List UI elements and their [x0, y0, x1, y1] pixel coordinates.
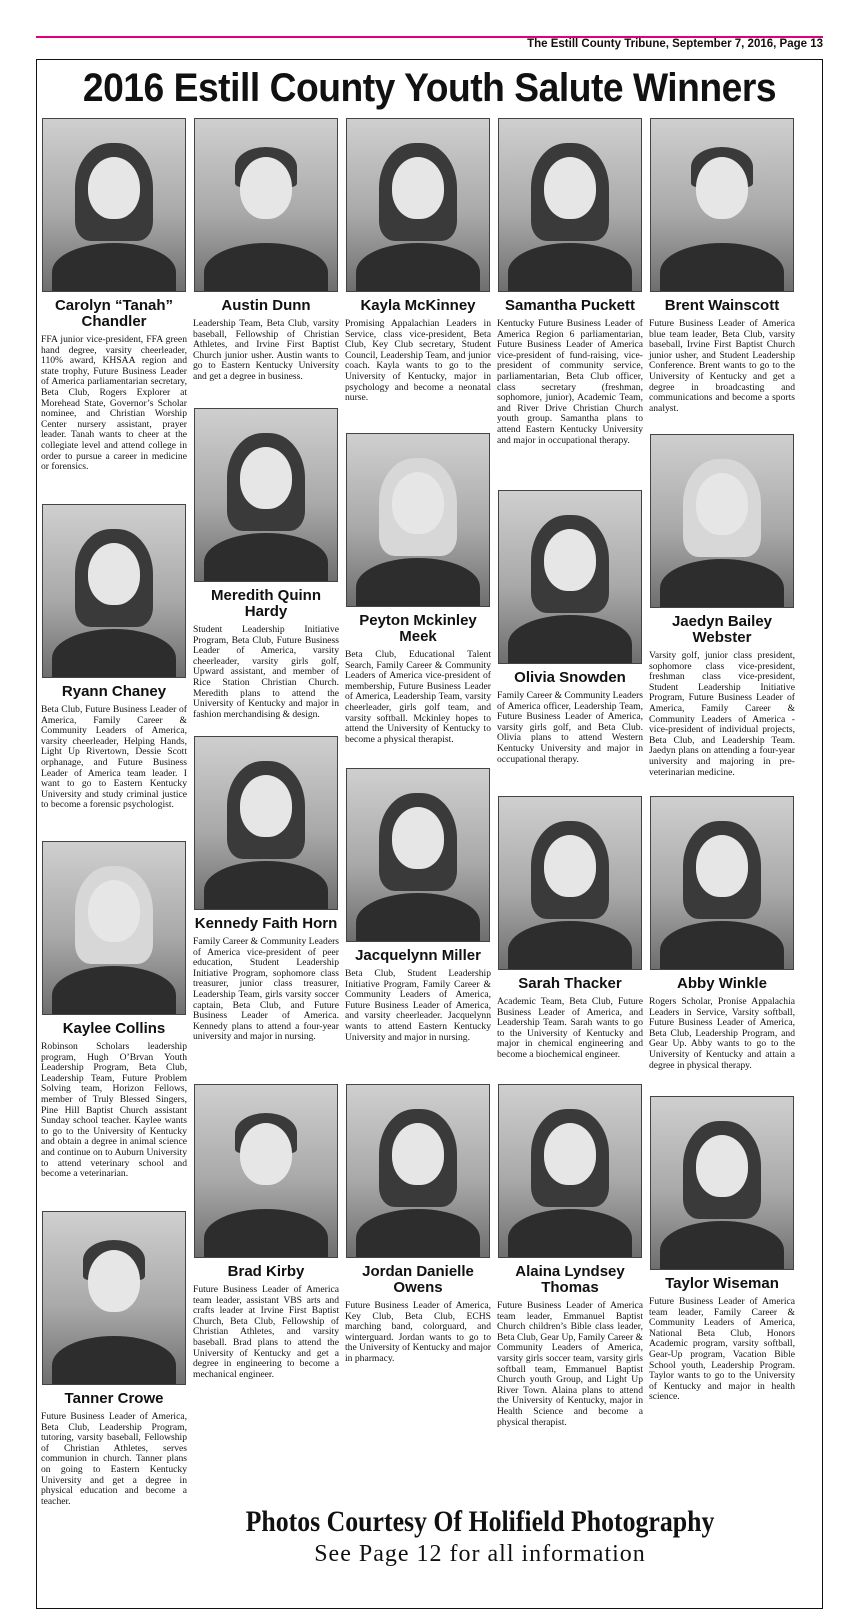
winner-name: Jaedyn Bailey Webster: [671, 613, 773, 646]
winner-card: [344, 118, 492, 404]
winner-name: Samantha Puckett: [504, 297, 636, 314]
winner-bio: Future Business Leader of America team leader, assistant VBS arts and crafts leader at Irvine First Baptist Church, Beta Club, Fellowship of Christian Athletes, and varsity baseball. Brad plans to attend the University of Kentucky and get a degree in engineering to become a mechanical engineer.: [193, 1284, 339, 1380]
winner-name: Kaylee Collins: [62, 1020, 166, 1037]
winner-card: [648, 796, 796, 1071]
winner-card: [344, 768, 492, 1043]
winner-card: [192, 1084, 340, 1380]
winner-name: Sarah Thacker: [518, 975, 622, 992]
winner-name: Carolyn “Tanah” Chandler: [54, 297, 174, 330]
winner-card: [496, 1084, 644, 1428]
portrait-photo: [194, 736, 338, 910]
portrait-photo: [194, 1084, 338, 1258]
winner-name: Brent Wainscott: [664, 297, 780, 314]
winner-name: Kayla McKinney: [360, 297, 476, 314]
page-title: 2016 Estill County Youth Salute Winners: [82, 66, 777, 110]
winner-name: Austin Dunn: [221, 297, 311, 314]
winner-bio: Beta Club, Educational Talent Search, Family Career & Community Leaders of America vice-president of membership, Future Business Leader of America, Leadership Team, varsity cheerleader, girls golf team, and varsity softball. Mckinley hopes to attend the University of Kentucky to become a physical therapist.: [345, 649, 491, 745]
portrait-photo: [194, 118, 338, 292]
portrait-photo: [650, 1096, 794, 1270]
winner-name: Tanner Crowe: [64, 1390, 164, 1407]
winner-name: Peyton Mckinley Meek: [359, 612, 477, 645]
winner-bio: Beta Club, Student Leadership Initiative Program, Family Career & Community Leaders of America, Future Business Leader of America, and varsity cheerleader. Jacquelynn wants to attend Eastern Kentucky University and major in nursing.: [345, 968, 491, 1043]
winner-bio: Leadership Team, Beta Club, varsity baseball, Fellowship of Christian Athletes, and Irvine First Baptist Church junior usher. Austin wants to go to Eastern Kentucky University and get a degree in business.: [193, 318, 339, 382]
winner-name: Taylor Wiseman: [665, 1275, 779, 1292]
winner-card: [496, 118, 644, 446]
portrait-photo: [346, 768, 490, 942]
winner-card: [496, 490, 644, 765]
winner-card: [192, 118, 340, 383]
winner-card: [40, 504, 188, 811]
winner-bio: Future Business Leader of America, Beta Club, Leadership Program, tutoring, varsity baseball, Fellowship of Christian Athletes, serves communion in church. Tanner plans on going to Eastern Kentucky University and get a degree in physical education and become a teacher.: [41, 1411, 187, 1507]
winner-card: [648, 434, 796, 778]
winner-card: [40, 841, 188, 1180]
winner-name: Jacquelynn Miller: [355, 947, 481, 964]
winner-bio: Academic Team, Beta Club, Future Business Leader of America, and Leadership Team. Sarah wants to go to the University of Kentucky and major in chemical engineering and become a biochemical engineer.: [497, 996, 643, 1060]
winner-name: Alaina Lyndsey Thomas: [515, 1263, 625, 1296]
portrait-photo: [650, 434, 794, 608]
winner-card: [344, 433, 492, 745]
winner-bio: Rogers Scholar, Pronise Appalachia Leaders in Service, Varsity softball, Future Business Leader of America, Beta Club, Leadership Program, and Gear Up. Abby wants to go to the University of Kentucky and attain a degree in physical therapy.: [649, 996, 795, 1071]
winner-card: [40, 1211, 188, 1507]
photo-credit: Photos Courtesy Of Holifield Photography: [245, 1505, 715, 1538]
portrait-photo: [346, 1084, 490, 1258]
winner-bio: Family Career & Community Leaders of America vice-president of peer education, Student Leadership Initiative Program, sophomore class treasurer, junior class treasurer, Leadership Team, girls varsity soccer captain, Beta Club, and Future Business Leader of America. Kennedy plans to attend a four-year university and major in nursing.: [193, 936, 340, 1043]
winner-name: Olivia Snowden: [514, 669, 626, 686]
winner-card: [344, 1084, 492, 1365]
winner-bio: Future Business Leader of America team leader, Family Career & Community Leaders of America, National Beta Club, Honors Academic program, varsity softball, Gear-Up program, Vacation Bible School youth, Leadership Program. Taylor wants to go to the University of Kentucky and major in health science.: [649, 1296, 795, 1403]
portrait-photo: [42, 118, 186, 292]
winner-name: Brad Kirby: [227, 1263, 305, 1280]
winner-bio: Family Career & Community Leaders of America officer, Leadership Team, Future Business Leader of America, varsity girls golf, and Beta Club. Olivia plans to attend Western Kentucky University and major in occupational therapy.: [497, 690, 644, 765]
winner-card: [648, 1096, 796, 1403]
winner-bio: Promising Appalachian Leaders in Service, class vice-president, Beta Club, Key Club secretary, Student Council, Leadership Team, and junior coach. Kayla wants to go to the University of Kentucky, major in psychology and become a neonatal nurse.: [345, 318, 491, 404]
portrait-photo: [194, 408, 338, 582]
winner-bio: Student Leadership Initiative Program, Beta Club, Future Business Leader of America, varsity cheerleader, varsity girls golf, Upward assistant, and member of Rice Station Christian Church. Meredith plans to attend the University of Kentucky and major in fashion merchandising & design.: [193, 624, 339, 720]
winner-bio: Future Business Leader of America team leader, Emmanuel Baptist Church children’s Bible class leader, Beta Club, Gear Up, Family Career & Community Leaders of America, varsity girls soccer team, varsity girls softball team, Emmanuel Baptist Church youth Group, and Light Up River Town. Alaina plans to attend the University of Kentucky, major in Health Science and become a physical therapist.: [497, 1300, 644, 1428]
winner-card: [192, 736, 340, 1043]
see-page-note: See Page 12 for all information: [314, 1541, 646, 1567]
winner-bio: Robinson Scholars leadership program, Hugh O’Brvan Youth Leadership Program, Beta Club, Leadership Team, Future Problem Solving team, Horizon Fellows, member of Truly Blessed Singers, Pine Hill Baptist Church assistant Sunday school teacher. Kaylee wants to go to the University of Kentucky and obtain a degree in animal science and continue on to Auburn University to attend veterinary school and become a veterinarian.: [41, 1041, 187, 1180]
winner-card: [496, 796, 644, 1061]
portrait-photo: [650, 796, 794, 970]
winner-name: Kennedy Faith Horn: [194, 915, 338, 932]
portrait-photo: [346, 118, 490, 292]
portrait-photo: [346, 433, 490, 607]
winner-bio: FFA junior vice-president, FFA green hand degree, varsity cheerleader, 110% award, KHSAA region and state trophy, Future Business Leader of America parliamentarian secretary, Beta Club, Rogers Explorer at Morehead State, Governor’s Scholar nominee, and Christian Worship Center nursery assistant, prayer leader. Tanah wants to cheer at the collegiate level and attend college in order to pursue a career in medicine or forensics.: [41, 334, 187, 473]
winner-bio: Kentucky Future Business Leader of America Region 6 parliamentarian, Future Business Leader of America vice-president of fund-raising, vice-president of community service, parliamentarian, Beta Club officer, class secretary (freshman, sophomore, junior), Academic Team, and River Drive Christian Church youth group. Samantha plans to attend Eastern Kentucky University and major in occupational therapy.: [497, 318, 643, 446]
portrait-photo: [498, 1084, 642, 1258]
winner-name: Jordan Danielle Owens: [362, 1263, 474, 1296]
portrait-photo: [498, 118, 642, 292]
winner-bio: Beta Club, Future Business Leader of America, Family Career & Community Leaders of America, varsity cheerleader, Helping Hands, Light Up Rivertown, Dessie Scott orphanage, and Future Business Leader of America team leader. I want to go to Eastern Kentucky University and study criminal justice to become a forensic psychologist.: [41, 704, 187, 811]
winner-bio: Future Business Leader of America, Key Club, Beta Club, ECHS marching band, colorguard, and winterguard. Jordan wants to go to the University of Kentucky and major in pharmacy.: [345, 1300, 491, 1364]
portrait-photo: [42, 1211, 186, 1385]
folio-text: The Estill County Tribune, September 7, 2016, Page 13: [521, 38, 823, 50]
portrait-photo: [650, 118, 794, 292]
portrait-photo: [42, 841, 186, 1015]
winner-bio: Future Business Leader of America blue team leader, Beta Club, varsity baseball, Irvine First Baptist Church junior usher, and Student Leadership Conference. Brent wants to go to the University of Kentucky and get a degree in broadcasting and communications and become a sports analyst.: [649, 318, 795, 414]
winner-card: [192, 408, 340, 720]
winner-name: Ryann Chaney: [61, 683, 167, 700]
winner-name: Abby Winkle: [677, 975, 767, 992]
winner-card: [40, 118, 188, 473]
winner-name: Meredith Quinn Hardy: [211, 587, 321, 620]
portrait-photo: [498, 490, 642, 664]
winner-card: [648, 118, 796, 414]
portrait-photo: [42, 504, 186, 678]
page-folio: [36, 38, 823, 51]
winner-bio: Varsity golf, junior class president, sophomore class vice-president, freshman class vice-president, Student Leadership Initiative Program, Future Business Leader of America, Family Career & Community Leaders of America - vice-president of individual projects, Beta Club, and Leadership Team. Jaedyn plans on attending a four-year university and majoring in pre-veterinarian medicine.: [649, 650, 795, 778]
portrait-photo: [498, 796, 642, 970]
